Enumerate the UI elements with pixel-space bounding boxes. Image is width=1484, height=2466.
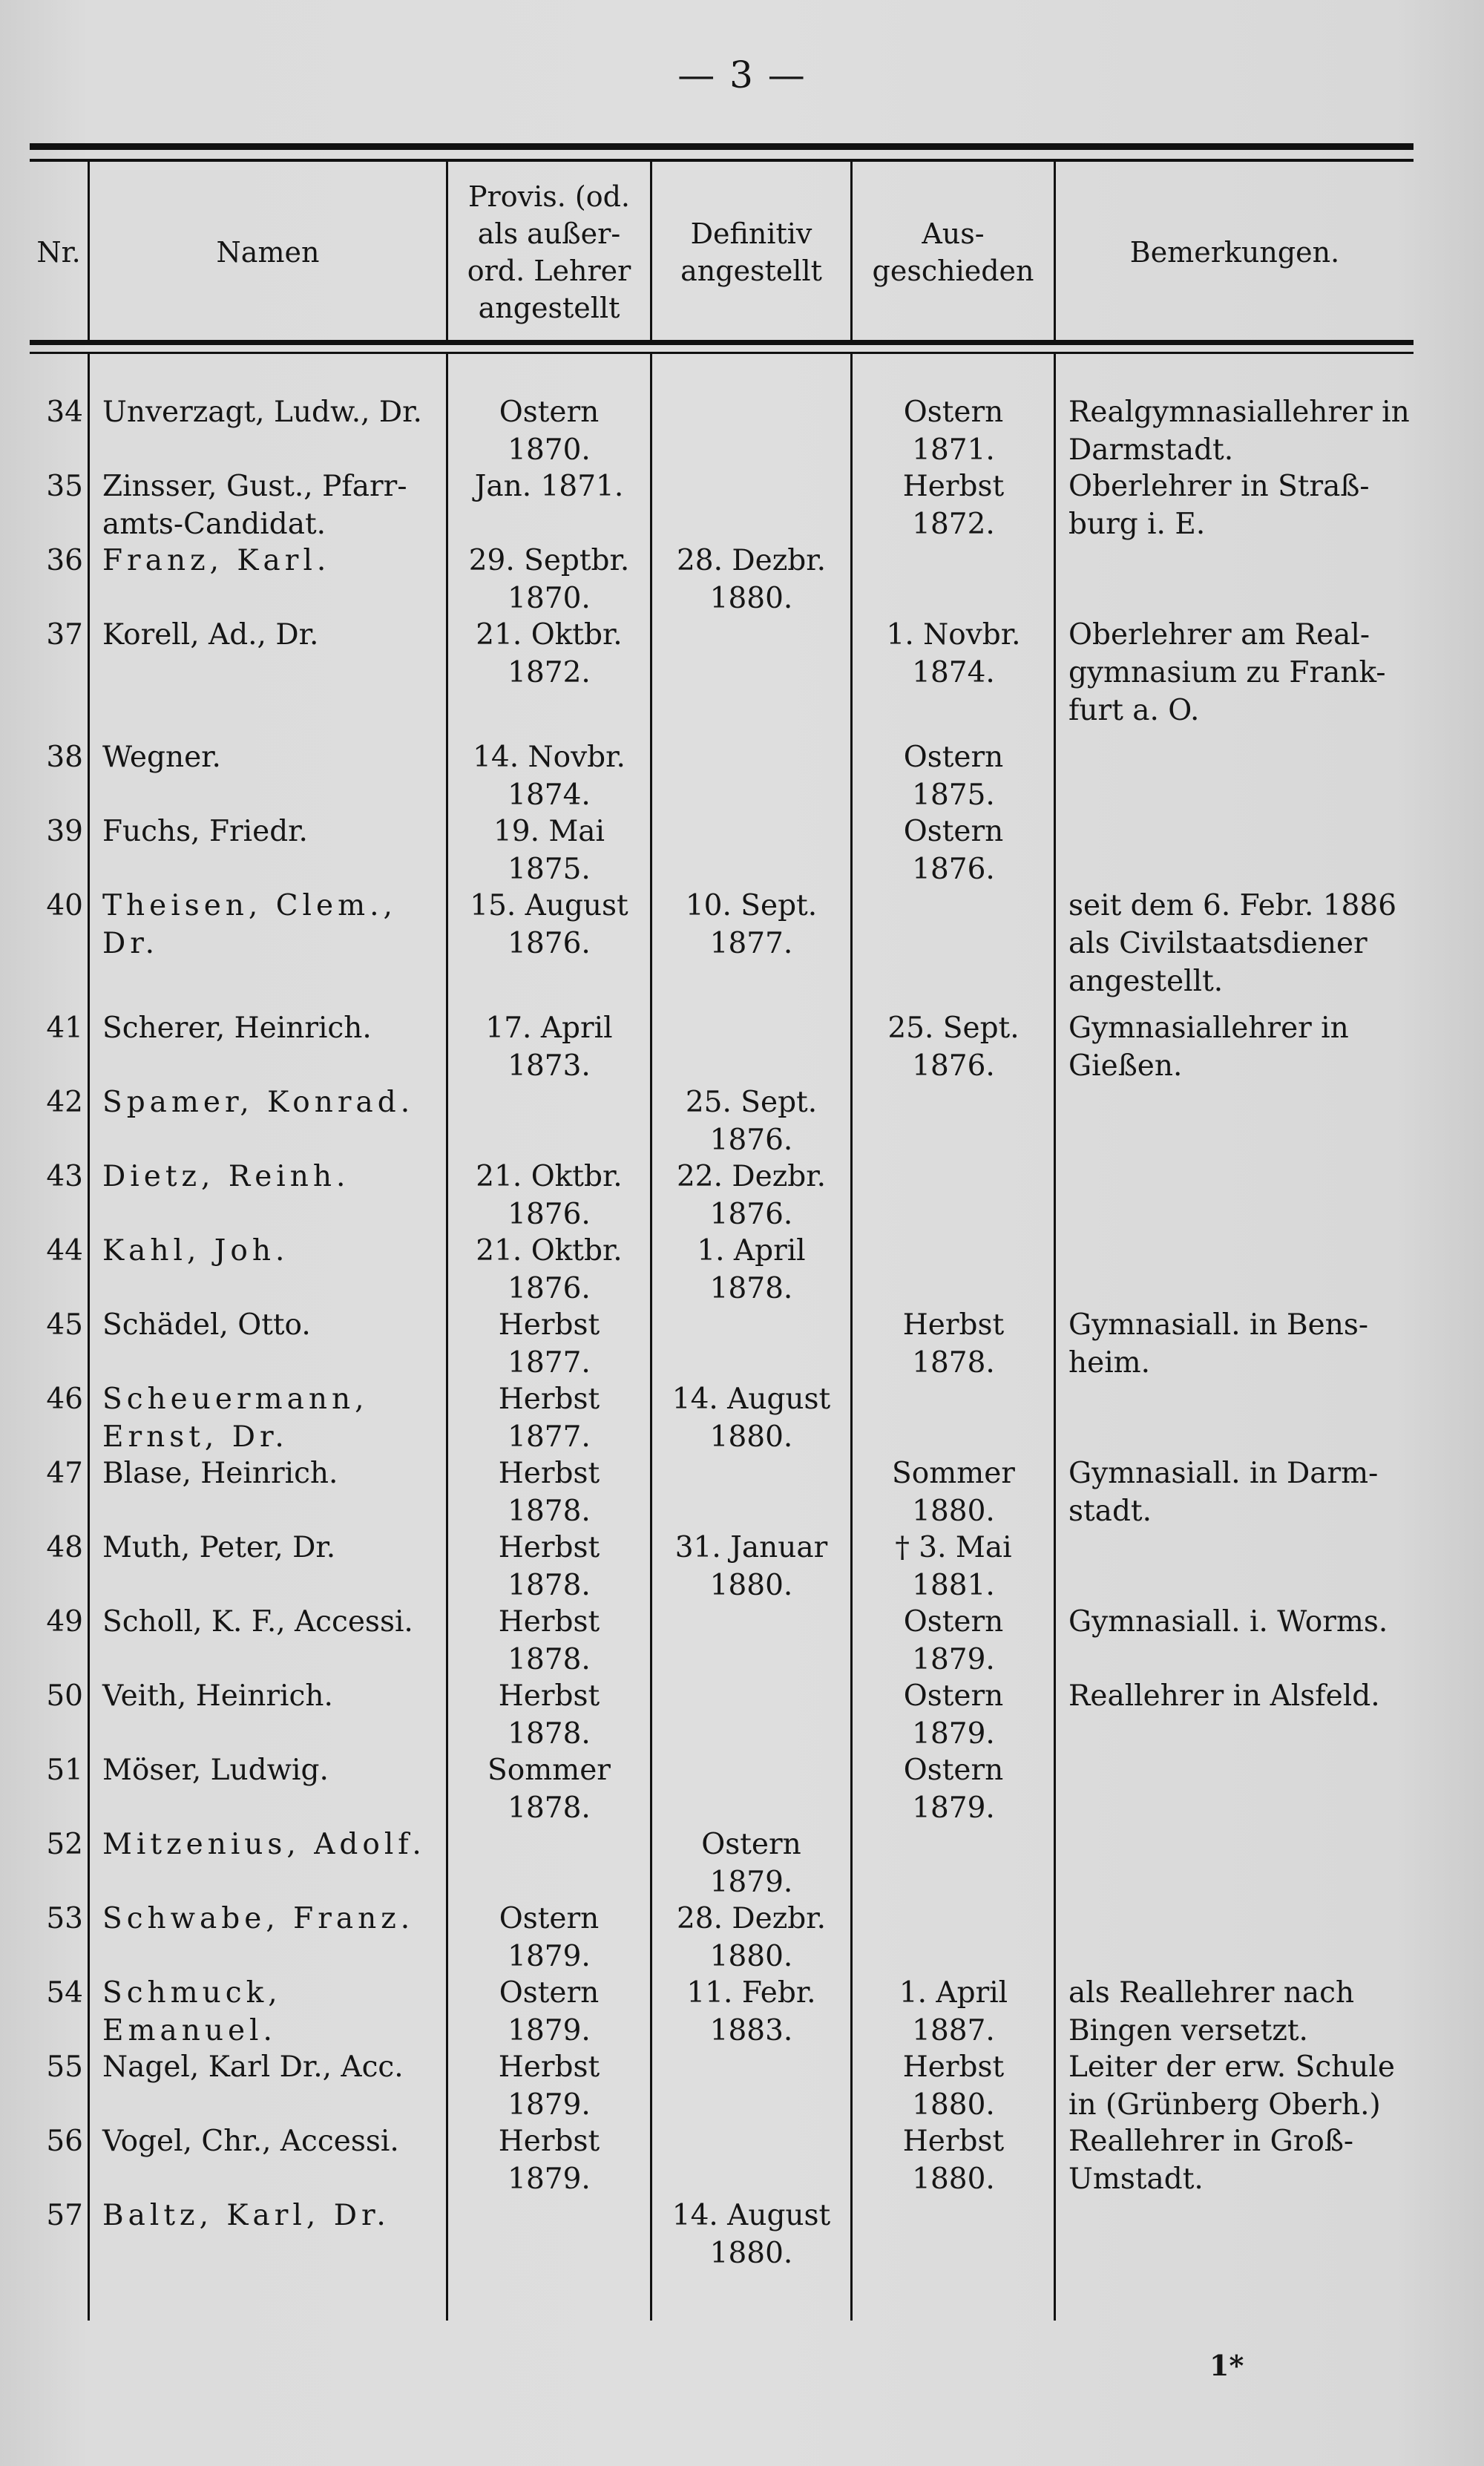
cell-provisorisch: 17. April 1873. (485, 1011, 613, 1083)
cell-provisorisch: Ostern 1879. (499, 1976, 600, 2047)
cell-definitiv: 25. Sept. 1876. (685, 1086, 818, 1157)
cell-name: Franz, Karl. (102, 544, 331, 577)
cell-nr: 38 (46, 741, 83, 774)
cell-nr: 57 (46, 2199, 83, 2232)
table-row (0, 2048, 1484, 2122)
cell-provisorisch: Sommer 1878. (487, 1754, 611, 1825)
table-row (0, 1677, 1484, 1751)
table-row (0, 616, 1484, 727)
table-row (0, 1380, 1484, 1455)
cell-nr: 53 (46, 1902, 83, 1935)
header-namen: Namen (216, 236, 320, 269)
cell-provisorisch: 21. Oktbr. 1876. (476, 1160, 623, 1231)
cell-provisorisch: Herbst 1878. (498, 1531, 600, 1602)
cell-bemerkungen: Oberlehrer in Straß- burg i. E. (1068, 470, 1370, 541)
cell-ausgeschieden: Ostern 1875. (903, 741, 1004, 812)
cell-ausgeschieden: 25. Sept. 1876. (887, 1011, 1020, 1083)
cell-nr: 51 (46, 1754, 83, 1787)
table-row (0, 1603, 1484, 1677)
signature-mark: 1* (1209, 2349, 1244, 2382)
cell-name: Möser, Ludwig. (102, 1754, 329, 1787)
cell-nr: 54 (46, 1976, 83, 2010)
table-row (0, 1974, 1484, 2048)
cell-ausgeschieden: Herbst 1880. (902, 2050, 1005, 2122)
cell-name: Baltz, Karl, Dr. (102, 2199, 390, 2232)
cell-bemerkungen: Gymnasiall. in Bens- heim. (1068, 1308, 1369, 1380)
cell-name: Schmuck, Emanuel. (102, 1976, 282, 2047)
top-rule-thick (30, 143, 1414, 150)
cell-nr: 56 (46, 2125, 83, 2158)
cell-nr: 47 (46, 1457, 83, 1490)
table-row (0, 468, 1484, 542)
cell-bemerkungen: Reallehrer in Alsfeld. (1068, 1679, 1380, 1713)
cell-nr: 41 (46, 1011, 83, 1045)
cell-bemerkungen: Realgymnasiallehrer in Darmstadt. (1068, 396, 1410, 467)
cell-ausgeschieden: Ostern 1879. (903, 1754, 1004, 1825)
cell-provisorisch: Herbst 1877. (498, 1308, 600, 1380)
cell-name: Unverzagt, Ludw., Dr. (102, 396, 422, 429)
table-row (0, 2197, 1484, 2271)
table-row (0, 1529, 1484, 1603)
cell-definitiv: 1. April 1878. (697, 1234, 806, 1305)
cell-provisorisch: 15. August 1876. (470, 889, 628, 960)
cell-nr: 43 (46, 1160, 83, 1193)
top-rule-thin (30, 159, 1414, 162)
cell-nr: 39 (46, 815, 83, 848)
table-row (0, 393, 1484, 468)
header-nr: Nr. (36, 236, 81, 269)
cell-ausgeschieden: 1. April 1887. (899, 1976, 1008, 2047)
cell-nr: 50 (46, 1679, 83, 1713)
page-number: — 3 — (677, 53, 807, 96)
cell-definitiv: 28. Dezbr. 1880. (676, 1902, 827, 1973)
cell-provisorisch: Ostern 1879. (499, 1902, 600, 1973)
cell-nr: 52 (46, 1828, 83, 1861)
cell-name: Scheuermann, Ernst, Dr. (102, 1383, 369, 1454)
table-row (0, 1232, 1484, 1306)
cell-ausgeschieden: 1. Novbr. 1874. (886, 618, 1021, 689)
cell-ausgeschieden: Herbst 1880. (902, 2125, 1005, 2196)
cell-name: Fuchs, Friedr. (102, 815, 308, 848)
cell-provisorisch: Jan. 1871. (474, 470, 624, 503)
cell-nr: 34 (46, 396, 83, 429)
cell-provisorisch: 14. Novbr. 1874. (473, 741, 626, 812)
cell-name: Scherer, Heinrich. (102, 1011, 372, 1045)
table-row (0, 1455, 1484, 1529)
cell-provisorisch: 21. Oktbr. 1876. (476, 1234, 623, 1305)
cell-nr: 36 (46, 544, 83, 577)
table-row (0, 1751, 1484, 1826)
cell-nr: 35 (46, 470, 83, 503)
cell-name: Vogel, Chr., Accessi. (102, 2125, 399, 2158)
cell-provisorisch: Herbst 1877. (498, 1383, 600, 1454)
header-provisorisch: Provis. (od. als außer- ord. Lehrer angestellt (467, 180, 631, 324)
cell-name: Kahl, Joh. (102, 1234, 289, 1268)
cell-definitiv: 14. August 1880. (672, 2199, 831, 2270)
header-ausgeschieden: Aus- geschieden (872, 217, 1034, 287)
cell-provisorisch: Ostern 1870. (499, 396, 600, 467)
cell-bemerkungen: Leiter der erw. Schule in (Grünberg Oberh.) (1068, 2050, 1395, 2122)
cell-ausgeschieden: Ostern 1879. (903, 1605, 1004, 1676)
header-bottom-rule-thick (30, 340, 1414, 345)
cell-bemerkungen: Gymnasiall. in Darm- stadt. (1068, 1457, 1379, 1528)
cell-nr: 44 (46, 1234, 83, 1268)
cell-provisorisch: 19. Mai 1875. (493, 815, 605, 886)
table-row (0, 887, 1484, 998)
cell-ausgeschieden: Herbst 1872. (902, 470, 1005, 541)
cell-nr: 37 (46, 618, 83, 652)
cell-ausgeschieden: Ostern 1879. (903, 1679, 1004, 1751)
cell-ausgeschieden: Sommer 1880. (892, 1457, 1015, 1528)
cell-bemerkungen: als Reallehrer nach Bingen versetzt. (1068, 1976, 1355, 2047)
cell-provisorisch: 21. Oktbr. 1872. (476, 618, 623, 689)
cell-name: Dietz, Reinh. (102, 1160, 350, 1193)
cell-nr: 46 (46, 1383, 83, 1416)
table-row (0, 1900, 1484, 1974)
cell-name: Spamer, Konrad. (102, 1086, 415, 1119)
cell-ausgeschieden: Ostern 1871. (903, 396, 1004, 467)
cell-name: Nagel, Karl Dr., Acc. (102, 2050, 404, 2084)
cell-ausgeschieden: Ostern 1876. (903, 815, 1004, 886)
cell-nr: 42 (46, 1086, 83, 1119)
table-row (0, 1306, 1484, 1380)
header-definitiv: Definitiv angestellt (680, 217, 822, 287)
cell-definitiv: 10. Sept. 1877. (685, 889, 818, 960)
table-row (0, 2122, 1484, 2197)
cell-name: Veith, Heinrich. (102, 1679, 333, 1713)
table-row (0, 542, 1484, 616)
cell-bemerkungen: Gymnasiall. i. Worms. (1068, 1605, 1388, 1639)
table-row (0, 813, 1484, 887)
cell-name: Korell, Ad., Dr. (102, 618, 319, 652)
table-row (0, 1083, 1484, 1158)
cell-nr: 48 (46, 1531, 83, 1564)
header-bottom-rule-thin (30, 352, 1414, 354)
cell-definitiv: 11. Febr. 1883. (686, 1976, 816, 2047)
cell-name: Muth, Peter, Dr. (102, 1531, 336, 1564)
cell-provisorisch: Herbst 1879. (498, 2050, 600, 2122)
table-row (0, 1826, 1484, 1900)
cell-ausgeschieden: † 3. Mai 1881. (895, 1531, 1012, 1602)
cell-definitiv: 14. August 1880. (672, 1383, 831, 1454)
header-bemerkungen: Bemerkungen. (1129, 236, 1340, 269)
cell-name: Blase, Heinrich. (102, 1457, 338, 1490)
cell-provisorisch: Herbst 1879. (498, 2125, 600, 2196)
cell-nr: 49 (46, 1605, 83, 1639)
cell-provisorisch: Herbst 1878. (498, 1605, 600, 1676)
table-row (0, 1009, 1484, 1083)
cell-definitiv: 28. Dezbr. 1880. (676, 544, 827, 615)
cell-provisorisch: Herbst 1878. (498, 1457, 600, 1528)
cell-bemerkungen: seit dem 6. Febr. 1886 als Civilstaatsdiener angestellt. (1068, 889, 1397, 998)
cell-name: Schädel, Otto. (102, 1308, 311, 1342)
cell-definitiv: 22. Dezbr. 1876. (676, 1160, 827, 1231)
cell-nr: 40 (46, 889, 83, 922)
table-row (0, 738, 1484, 813)
cell-definitiv: Ostern 1879. (701, 1828, 801, 1899)
cell-definitiv: 31. Januar 1880. (674, 1531, 828, 1602)
table-row (0, 1158, 1484, 1232)
cell-bemerkungen: Oberlehrer am Real- gymnasium zu Frank- furt a. O. (1068, 618, 1386, 727)
cell-provisorisch: 29. Septbr. 1870. (468, 544, 630, 615)
cell-nr: 55 (46, 2050, 83, 2084)
cell-name: Scholl, K. F., Accessi. (102, 1605, 413, 1639)
cell-nr: 45 (46, 1308, 83, 1342)
cell-provisorisch: Herbst 1878. (498, 1679, 600, 1751)
cell-bemerkungen: Reallehrer in Groß- Umstadt. (1068, 2125, 1354, 2196)
cell-ausgeschieden: Herbst 1878. (902, 1308, 1005, 1380)
cell-name: Theisen, Clem., Dr. (102, 889, 397, 960)
cell-name: Wegner. (102, 741, 221, 774)
cell-bemerkungen: Gymnasiallehrer in Gießen. (1068, 1011, 1349, 1083)
cell-name: Schwabe, Franz. (102, 1902, 415, 1935)
cell-name: Mitzenius, Adolf. (102, 1828, 426, 1861)
cell-name: Zinsser, Gust., Pfarr- amts-Candidat. (102, 470, 407, 541)
